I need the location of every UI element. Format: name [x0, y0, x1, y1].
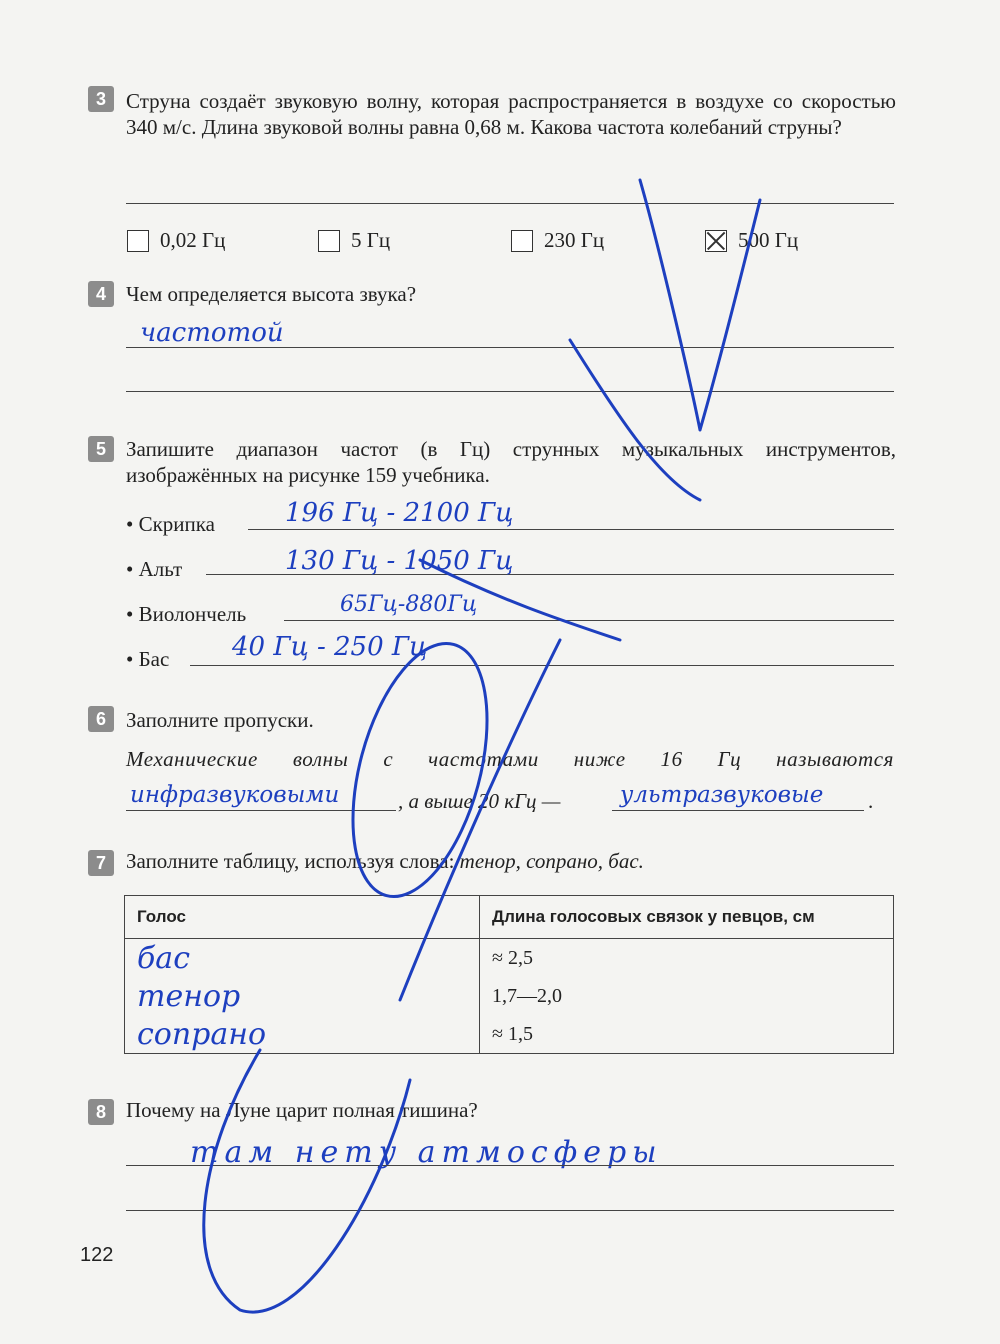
option-label-3: 230 Гц [544, 228, 605, 252]
question-4-text: Чем определяется высота звука? [126, 282, 417, 306]
handwritten-voice: сопрано [137, 1016, 267, 1052]
question-number-8: 8 [88, 1099, 114, 1125]
question-8-text: Почему на Луне царит полная тишина? [126, 1098, 478, 1122]
handwritten-answer-8: там нету атмосферы [190, 1135, 663, 1170]
column-header-voice: Голос [125, 896, 480, 939]
instrument-label-cello: • Виолончель [126, 602, 247, 626]
question-number-5: 5 [88, 436, 114, 462]
question-number-4: 4 [88, 281, 114, 307]
question-number-7: 7 [88, 850, 114, 876]
question-6-end: . [868, 789, 874, 813]
instrument-label-viola: • Альт [126, 557, 183, 581]
length-cell: 1,7—2,0 [480, 977, 894, 1015]
question-number-3: 3 [88, 86, 114, 112]
instrument-label-bass: • Бас [126, 647, 170, 671]
option-label-2: 5 Гц [351, 228, 391, 252]
handwritten-answer-6b: ультразвуковые [620, 782, 824, 808]
question-5-text: Запишите диапазон частот (в Гц) струнных музыкальных инструментов, изображённых на рисунке 159 учебника. [126, 437, 896, 487]
handwritten-answer-4: частотой [140, 318, 284, 348]
handwritten-answer-violin: 196 Гц - 2100 Гц [285, 498, 514, 528]
handwritten-answer-6a: инфразвуковыми [130, 782, 340, 808]
instrument-label-violin: • Скрипка [126, 512, 215, 536]
handwritten-voice: бас [137, 940, 190, 976]
question-number-6: 6 [88, 706, 114, 732]
question-7-text-start: Заполните таблицу, используя слова: [126, 849, 460, 873]
handwritten-answer-viola: 130 Гц - 1050 Гц [285, 546, 514, 576]
question-6-sentence: Механические волны с частотами ниже 16 Гц называются [126, 747, 894, 771]
page-number: 122 [80, 1244, 114, 1266]
handwritten-answer-bass: 40 Гц - 250 Гц [232, 632, 428, 662]
question-7-words: тенор, сопрано, бас. [459, 849, 644, 873]
option-label-1: 0,02 Гц [160, 228, 226, 252]
length-cell: ≈ 1,5 [480, 1015, 894, 1054]
option-label-4: 500 Гц [738, 228, 799, 252]
handwritten-answer-cello: 65Гц-880Гц [340, 592, 478, 617]
question-6-text: Заполните пропуски. [126, 708, 314, 732]
column-header-length: Длина голосовых связок у певцов, см [480, 896, 894, 939]
length-cell: ≈ 2,5 [480, 939, 894, 978]
question-6-middle: , а выше 20 кГц — [398, 789, 561, 813]
question-3-text: Струна создаёт звуковую волну, которая распространяется в воздухе со скоростью 340 м/с. Длина звуковой волны равна 0,68 м. Какова частота колебаний струны? [126, 89, 896, 139]
handwritten-voice: тенор [137, 978, 241, 1014]
